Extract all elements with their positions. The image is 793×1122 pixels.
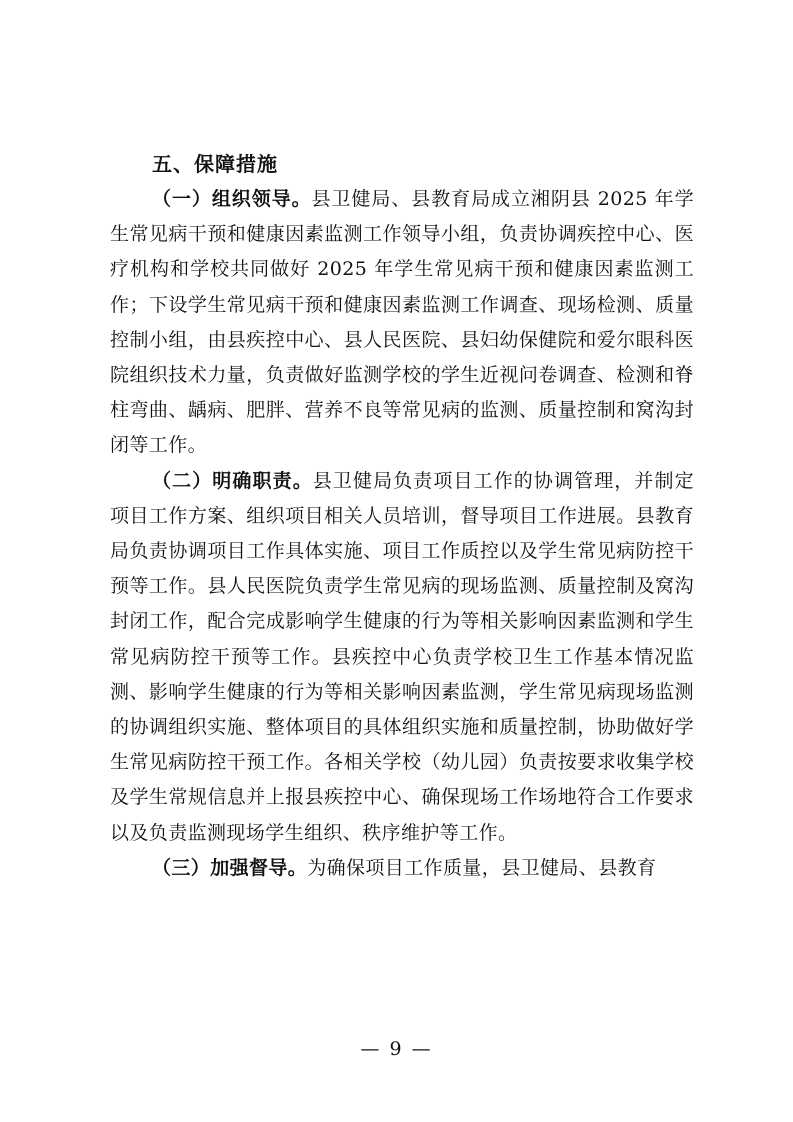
- paragraph-text: 县卫健局负责项目工作的协调管理，并制定项目工作方案、组织项目相关人员培训，督导项目工作进展。县教育局负责协调项目工作具体实施、项目工作质控以及学生常见病防控干预等工作。县人民医院负责学生常见病的现场监测、质量控制及窝沟封闭工作，配合完成影响学生健康的行为等相关影响因素监测和学生常见病防控干预等工作。县疾控中心负责学校卫生工作基本情况监测、影响学生健康的行为等相关影响因素监测，学生常见病现场监测的协调组织实施、整体项目的具体组织实施和质量控制，协助做好学生常见病防控干预工作。各相关学校（幼儿园）负责按要求收集学校及学生常规信息并上报县疾控中心、确保现场工作场地符合工作要求以及负责监测现场学生组织、秩序维护等工作。: [110, 469, 694, 844]
- paragraph-lead: （一）组织领导。: [152, 188, 312, 210]
- paragraph-text: 为确保项目工作质量，县卫健局、县教育: [307, 856, 657, 879]
- paragraph-lead: （三）加强督导。: [152, 856, 308, 879]
- paragraph-clarify-duties: [110, 464, 694, 851]
- document-body: [110, 150, 694, 886]
- paragraph-text: 县卫健局、县教育局成立湘阴县 2025 年学生常见病干预和健康因素监测工作领导小组，负责协调疾控中心、医疗机构和学校共同做好 2025 年学生常见病干预和健康因素监测工作；下设学生常见病干预和健康因素监测工作调查、现场检测、质量控制小组，由县疾控中心、县人民医院、县妇幼保健院和爱尔眼科医院组织技术力量，负责做好监测学校的学生近视问卷调查、检测和脊柱弯曲、龋病、肥胖、营养不良等常见病的监测、质量控制和窝沟封闭等工作。: [110, 188, 695, 457]
- paragraph-lead: （二）明确职责。: [152, 469, 313, 492]
- section-heading: 五、保障措施: [152, 152, 278, 176]
- page-number: — 9 —: [360, 1038, 433, 1060]
- paragraph-organization-leadership: [110, 182, 694, 464]
- paragraph-strengthen-supervision: [110, 851, 694, 886]
